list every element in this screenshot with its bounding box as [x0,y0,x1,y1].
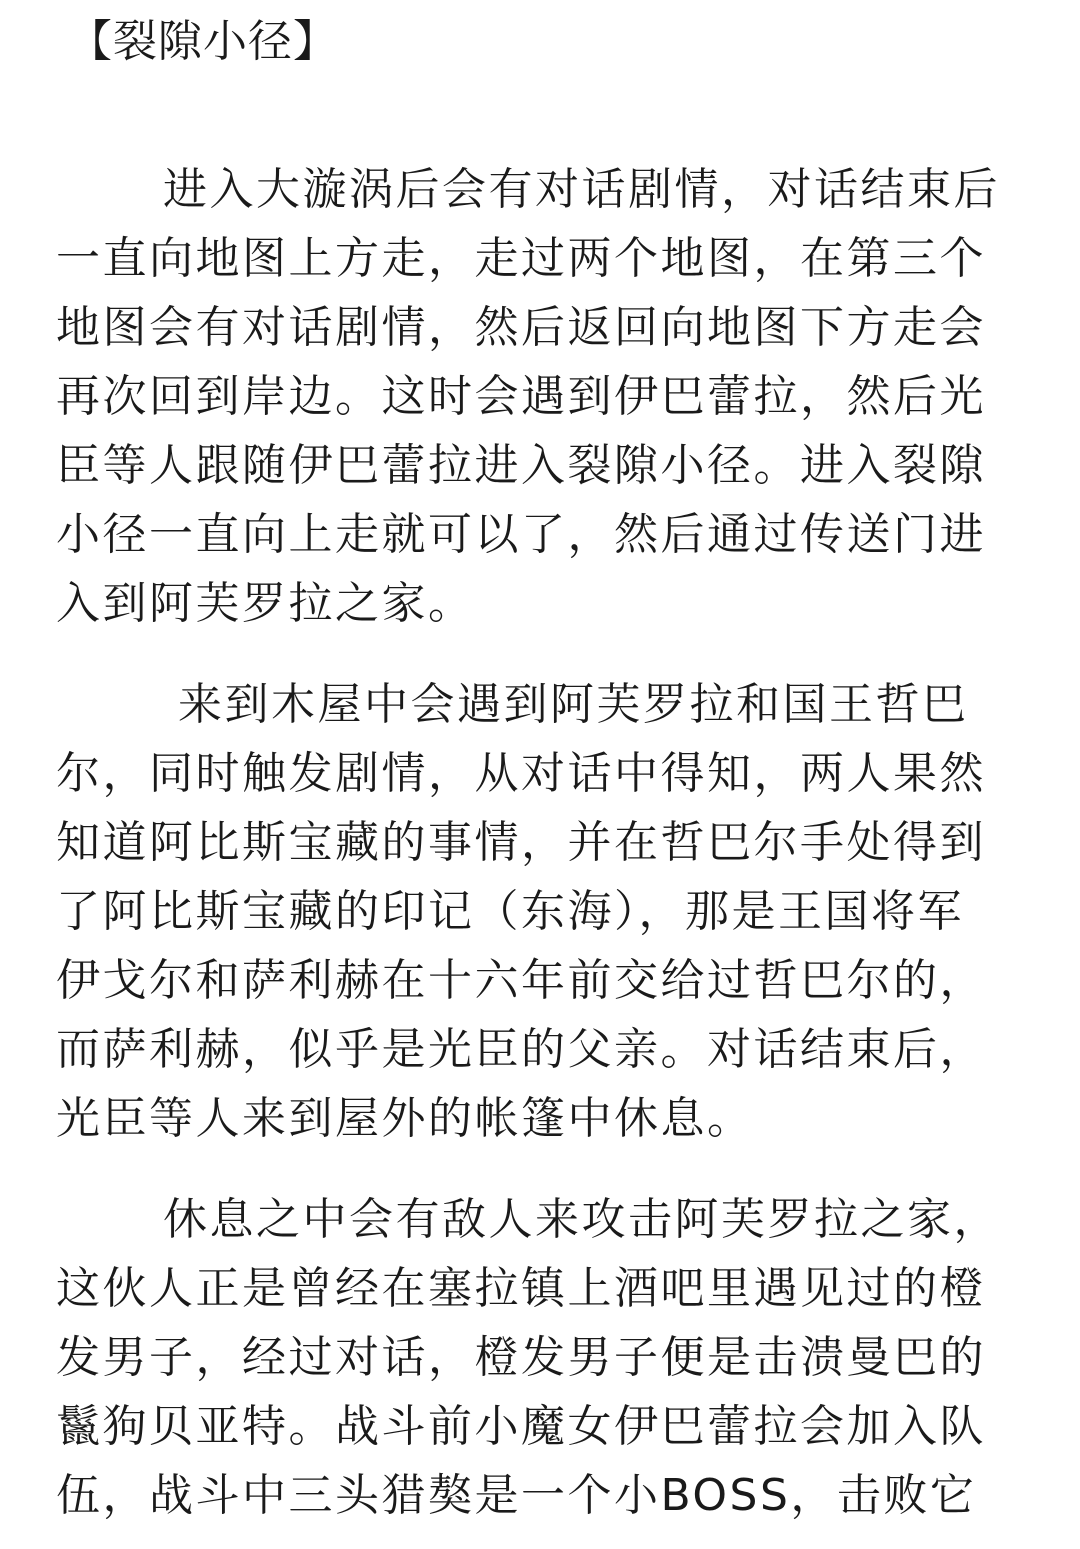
paragraph-2-line-1: 来到木屋中会遇到阿芙罗拉和国王哲巴 [178,679,969,730]
paragraph-2-line-6: 而萨利赫，似乎是光臣的父亲。对话结束后， [56,1024,986,1075]
paragraph-3-line-4: 鬣狗贝亚特。战斗前小魔女伊巴蕾拉会加入队 [56,1401,986,1452]
paragraph-1-line-1: 进入大漩涡后会有对话剧情，对话结束后 [163,164,1000,215]
paragraph-2-line-4: 了阿比斯宝藏的印记（东海），那是王国将军 [56,886,964,937]
paragraph-2-line-7: 光臣等人来到屋外的帐篷中休息。 [56,1093,754,1144]
paragraph-1-line-3: 地图会有对话剧情，然后返回向地图下方走会 [56,302,986,353]
paragraph-3-line-2: 这伙人正是曾经在塞拉镇上酒吧里遇见过的橙 [56,1263,986,1314]
paragraph-3-line-1: 休息之中会有敌人来攻击阿芙罗拉之家， [163,1194,1000,1245]
paragraph-2-line-2: 尔，同时触发剧情，从对话中得知，两人果然 [56,748,986,799]
paragraph-2-line-3: 知道阿比斯宝藏的事情，并在哲巴尔手处得到 [56,817,986,868]
paragraph-2-line-5: 伊戈尔和萨利赫在十六年前交给过哲巴尔的， [56,955,986,1006]
paragraph-1-line-7: 入到阿芙罗拉之家。 [56,578,475,629]
paragraph-3-line-5: 伍，战斗中三头猎獒是一个小BOSS，击败它 [56,1470,977,1521]
paragraph-1-line-4: 再次回到岸边。这时会遇到伊巴蕾拉，然后光 [56,371,986,422]
section-title: 【裂隙小径】 [68,16,338,67]
paragraph-1-line-6: 小径一直向上走就可以了，然后通过传送门进 [56,509,986,560]
paragraph-1-line-2: 一直向地图上方走，走过两个地图，在第三个 [56,233,986,284]
paragraph-3-line-3: 发男子，经过对话，橙发男子便是击溃曼巴的 [56,1332,986,1383]
paragraph-1-line-5: 臣等人跟随伊巴蕾拉进入裂隙小径。进入裂隙 [56,440,986,491]
